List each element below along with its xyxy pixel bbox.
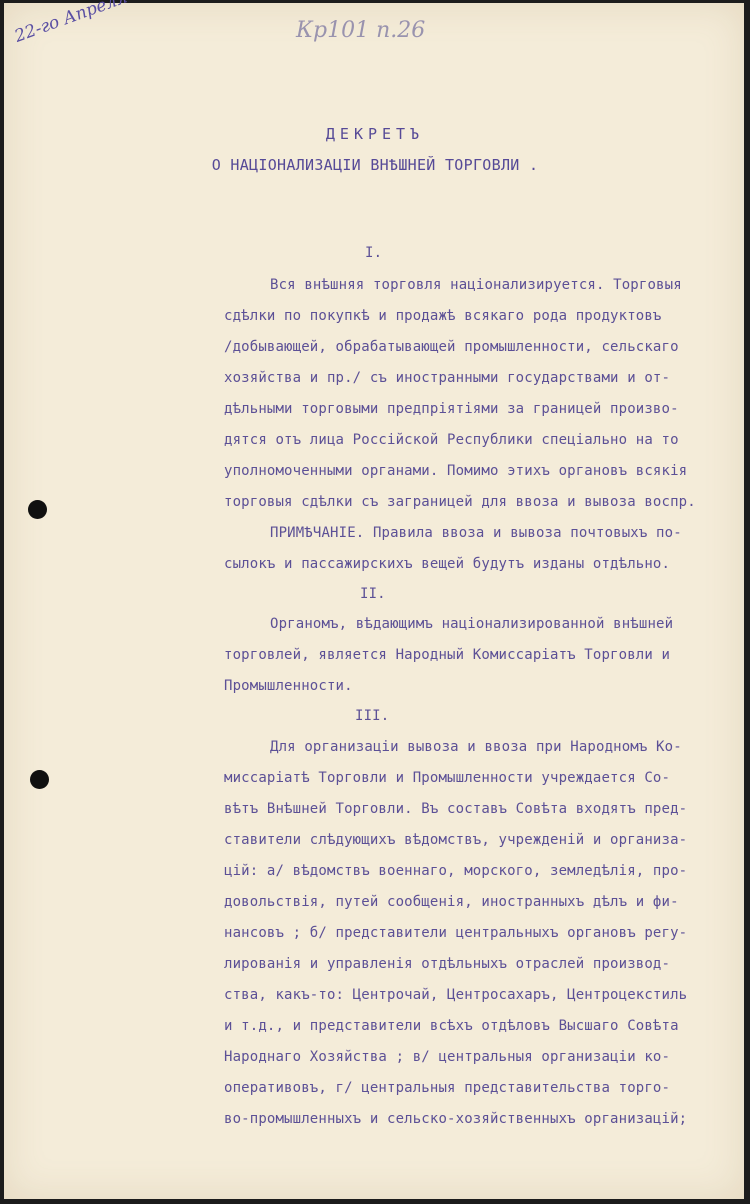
section-heading-1: I. xyxy=(365,245,383,261)
text-line: дятся отъ лица Россiйской Республики спецiально на то xyxy=(224,432,679,448)
text-line: уполномоченными органами. Помимо этихъ органовъ всякiя xyxy=(224,463,688,479)
section-heading-3: III. xyxy=(355,708,390,724)
text-line: во-промышленныхъ и сельско-хозяйственныхъ организацiй; xyxy=(224,1111,688,1127)
text-line: вѣтъ Внѣшней Торговли. Въ составъ Совѣта входятъ пред- xyxy=(224,801,688,817)
text-line: Народнаго Хозяйства ; в/ центральныя организацiи ко- xyxy=(224,1049,671,1065)
punch-hole xyxy=(28,500,47,519)
text-line: Промышленности. xyxy=(224,678,353,694)
section-heading-2: II. xyxy=(360,586,386,602)
text-line: /добывающей, обрабатывающей промышленности, сельскаго xyxy=(224,339,679,355)
text-line: хозяйства и пр./ съ иностранными государствами и от- xyxy=(224,370,671,386)
text-line: цiй: а/ вѣдомствъ военнаго, морского, земледѣлiя, про- xyxy=(224,863,688,879)
text-line: миссарiатѣ Торговли и Промышленности учреждается Со- xyxy=(224,770,671,786)
punch-hole xyxy=(30,770,49,789)
text-line: дѣльными торговыми предпрiятiями за границей произво- xyxy=(224,401,679,417)
note-line: ПРИМѢЧАНIЕ. Правила ввоза и вывоза почтовыхъ по- xyxy=(270,525,682,541)
document-subtitle: О НАЦIОНАЛИЗАЦIИ ВНѢШНЕЙ ТОРГОВЛИ . xyxy=(211,156,539,174)
text-line: и т.д., и представители всѣхъ отдѣловъ Высшаго Совѣта xyxy=(224,1018,679,1034)
text-line: ставители слѣдующихъ вѣдомствъ, учрежденiй и организа- xyxy=(224,832,688,848)
text-line: лированiя и управленiя отдѣльныхъ отраслей производ- xyxy=(224,956,671,972)
handwritten-archive-reference: Кр101 п.26 xyxy=(296,18,426,43)
text-line: торговыя сдѣлки съ заграницей для ввоза и вывоза воспр. xyxy=(224,494,696,510)
text-line: Органомъ, вѣдающимъ нацiонализированной внѣшней xyxy=(270,616,674,632)
text-line: Для организацiи вывоза и ввоза при Народномъ Ко- xyxy=(270,739,682,755)
text-line: сдѣлки по покупкѣ и продажѣ всякаго рода продуктовъ xyxy=(224,308,662,324)
text-line: оперативовъ, г/ центральныя представительства торго- xyxy=(224,1080,671,1096)
text-line: сылокъ и пассажирскихъ вещей будутъ изданы отдѣльно. xyxy=(224,556,671,572)
text-line: Вся внѣшняя торговля нацiонализируется. Торговыя xyxy=(270,277,682,293)
text-line: торговлей, является Народный Комиссарiатъ Торговли и xyxy=(224,647,671,663)
text-line: ства, какъ-то: Центрочай, Центросахаръ, Центроцекстиль xyxy=(224,987,688,1003)
text-line: нансовъ ; б/ представители центральныхъ органовъ регу- xyxy=(224,925,688,941)
text-line: довольствiя, путей сообщенiя, иностранныхъ дѣлъ и фи- xyxy=(224,894,679,910)
document-title: ДЕКРЕТЪ xyxy=(325,125,425,143)
